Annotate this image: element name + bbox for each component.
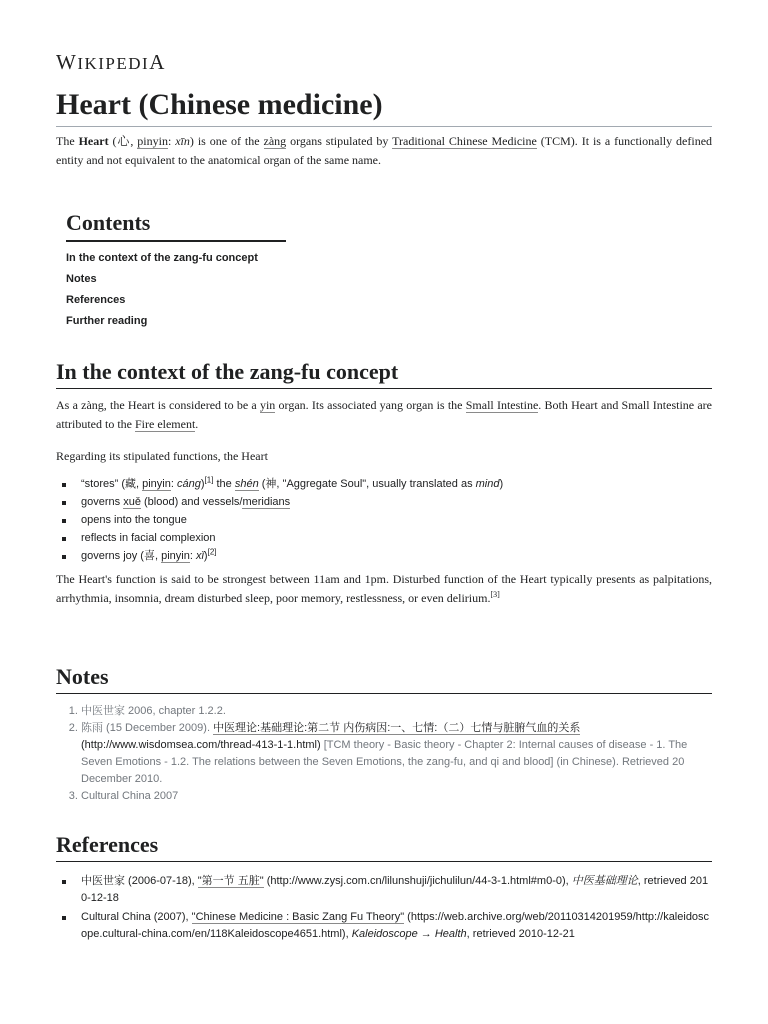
link-traditional-chinese-medicine[interactable]: Traditional Chinese Medicine xyxy=(392,134,537,148)
link-fire-element[interactable]: Fire element xyxy=(134,417,196,431)
logo-letters-mid: IKIPEDI xyxy=(77,54,150,73)
link-zang[interactable]: zàng xyxy=(263,134,287,148)
note-item[interactable]: 1. 中医世家 2006, chapter 1.2.2. xyxy=(81,703,712,720)
table-of-contents xyxy=(66,208,286,332)
link-pinyin[interactable]: pinyin xyxy=(142,478,171,490)
note-item[interactable]: 3. Cultural China 2007 xyxy=(81,788,712,805)
link-pinyin[interactable]: pinyin xyxy=(161,550,190,562)
toc-item-references[interactable]: References xyxy=(66,294,126,306)
reference-item: Cultural China (2007), "Chinese Medicine : Basic Zang Fu Theory" (https://web.archive.org/web/20110314201959/http://kaleidoscope.cultural-china.com/en/118Kaleidoscope4651.html), Kaleidoscope → Health, retrieved 2010-12-21 xyxy=(56,909,712,943)
link-pinyin[interactable]: pinyin xyxy=(137,134,168,148)
list-item: opens into the tongue xyxy=(56,511,712,529)
toc-heading: Contents xyxy=(66,208,286,242)
page-title: Heart (Chinese medicine) xyxy=(56,85,712,127)
section-heading-notes: Notes xyxy=(56,662,712,694)
note-item: 2. 陈雨 (15 December 2009). 中医理论:基础理论:第二节 内伤病因:一、七情:（二）七情与脏腑气血的关系 (http://www.wisdomsea.com/thread-413-1-1.html) [TCM theory - Basic theory - Chapter 2: Internal causes of disease - 1. The Seven Emotions - 1.2. The relations between the Seven Emotions, the zang-fu, and qi and blood] (in Chinese). Retrieved 20 December 2010. xyxy=(81,720,712,788)
reference-1-title-link[interactable]: "第一节 五脏" xyxy=(197,875,264,887)
toc-item-further-reading[interactable]: Further reading xyxy=(66,315,148,327)
wikipedia-logo[interactable] xyxy=(56,50,166,75)
zang-fu-paragraph-2: Regarding its stipulated functions, the Heart xyxy=(56,449,268,463)
link-small-intestine[interactable]: Small Intestine xyxy=(465,398,539,412)
citation-1[interactable]: [1] xyxy=(204,475,214,485)
citation-3[interactable]: [3] xyxy=(490,590,500,599)
citation-2[interactable]: [2] xyxy=(207,547,217,557)
reference-2-title-link[interactable]: "Chinese Medicine : Basic Zang Fu Theory" xyxy=(191,911,405,923)
list-item: governs joy (喜, pinyin: xǐ)[2] xyxy=(56,547,712,565)
section-notes xyxy=(56,662,712,805)
bold-term-heart: Heart xyxy=(78,134,109,148)
zang-fu-paragraph-3: The Heart's function is said to be strongest between 11am and 1pm. Disturbed function of the Heart typically presents as palpitations, arrhythmia, insomnia, dream disturbed sleep, poor memory, restlessness, or even delirium.[3] xyxy=(56,572,712,605)
reference-item: 中医世家 (2006-07-18), "第一节 五脏" (http://www.zysj.com.cn/lilunshuji/jichulilun/44-3-1.html#m0-0), 中医基础理论, retrieved 2010-12-18 xyxy=(56,873,712,907)
link-yin[interactable]: yin xyxy=(259,398,276,412)
list-item: reflects in facial complexion xyxy=(56,529,712,547)
section-heading-references: References xyxy=(56,830,712,862)
references-list xyxy=(56,873,712,943)
note-2-url[interactable]: (http://www.wisdomsea.com/thread-413-1-1.html) xyxy=(81,739,321,751)
reference-1-url[interactable]: (http://www.zysj.com.cn/lilunshuji/jichulilun/44-3-1.html#m0-0) xyxy=(263,875,566,887)
notes-list xyxy=(56,703,712,805)
toc-item-zang-fu[interactable]: In the context of the zang-fu concept xyxy=(66,252,258,264)
note-2-title-link[interactable]: 中医理论:基础理论:第二节 内伤病因:一、七情:（二）七情与脏腑气血的关系 xyxy=(213,722,581,734)
link-shen[interactable]: shén xyxy=(234,478,259,490)
logo-letter-w: W xyxy=(56,50,78,74)
section-heading-zang-fu: In the context of the zang-fu concept xyxy=(56,357,712,389)
section-zang-fu xyxy=(56,357,712,608)
intro-paragraph: The Heart (心, pinyin: xīn) is one of the zàng organs stipulated by Traditional Chinese Medicine (TCM). It is a functionally defined entity and not equivalent to the anatomical organ of the same name. xyxy=(56,134,713,167)
section-references xyxy=(56,830,712,945)
toc-item-notes[interactable]: Notes xyxy=(66,273,97,285)
logo-letter-a: A xyxy=(149,50,166,74)
link-xue[interactable]: xuě xyxy=(123,496,141,508)
list-item: governs xuě (blood) and vessels/meridians xyxy=(56,493,712,511)
reference-2-url[interactable]: (https://web.archive.org/web/20110314201959/http://kaleidoscope.cultural-china.com/en/118Kaleidoscope4651.html) xyxy=(81,911,710,940)
link-meridians[interactable]: meridians xyxy=(242,496,291,508)
list-item: “stores” (藏, pinyin: cáng)[1] the shén (神, "Aggregate Soul", usually translated as mind) xyxy=(56,475,712,493)
zang-fu-paragraph-1: As a zàng, the Heart is considered to be a yin organ. Its associated yang organ is the Small Intestine. Both Heart and Small Intestine are attributed to the Fire element. xyxy=(56,398,713,431)
functions-list xyxy=(56,475,712,565)
